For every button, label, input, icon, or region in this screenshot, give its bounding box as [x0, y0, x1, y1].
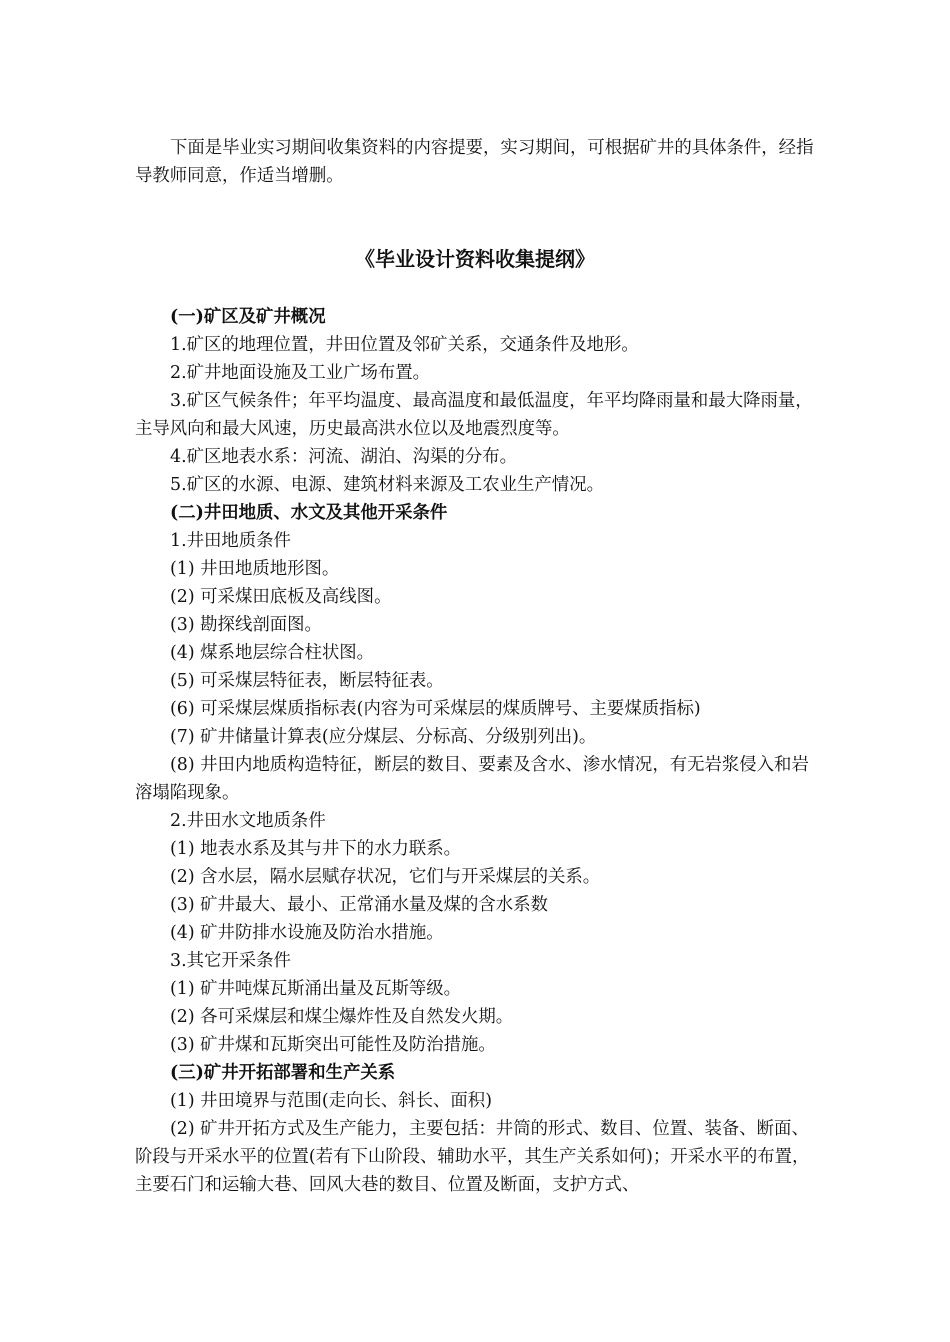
outline-item: (4) 煤系地层综合柱状图。	[170, 643, 375, 663]
outline-item: (8) 井田内地质构造特征，断层的数目、要素及含水、渗水情况，有无岩浆侵入和岩溶塌陷现象。	[135, 755, 809, 803]
outline-item: 4.矿区地表水系：河流、湖泊、沟渠的分布。	[170, 447, 518, 467]
outline-item: 1.矿区的地理位置，井田位置及邻矿关系，交通条件及地形。	[170, 335, 639, 355]
outline-item: 2.矿井地面设施及工业广场布置。	[170, 363, 431, 383]
outline-item: (3) 矿井最大、最小、正常涌水量及煤的含水系数	[170, 895, 548, 915]
section-heading: (三)矿井开拓部署和生产关系	[170, 1063, 396, 1083]
outline-item: (3) 矿井煤和瓦斯突出可能性及防治措施。	[170, 1035, 496, 1055]
section-heading: (二)井田地质、水文及其他开采条件	[170, 503, 448, 523]
outline-item: (7) 矿井储量计算表(应分煤层、分标高、分级别列出)。	[170, 727, 597, 747]
intro-paragraph: 下面是毕业实习期间收集资料的内容提要，实习期间，可根据矿井的具体条件，经指导教师同意，作适当增删。	[135, 138, 814, 186]
outline-item: (1) 矿井吨煤瓦斯涌出量及瓦斯等级。	[170, 979, 462, 999]
outline-item: (1) 井田境界与范围(走向长、斜长、面积)	[170, 1091, 492, 1111]
outline-item: 5.矿区的水源、电源、建筑材料来源及工农业生产情况。	[170, 475, 604, 495]
outline-item: (1) 地表水系及其与井下的水力联系。	[170, 839, 462, 859]
outline-item: (2) 可采煤田底板及高线图。	[170, 587, 392, 607]
outline-item: 2.井田水文地质条件	[170, 811, 326, 831]
outline-body	[135, 303, 820, 1199]
outline-item: 3.矿区气候条件；年平均温度、最高温度和最低温度，年平均降雨量和最大降雨量，主导风向和最大风速，历史最高洪水位以及地震烈度等。	[135, 391, 813, 439]
section-heading: (一)矿区及矿井概况	[170, 307, 326, 327]
outline-item: (1) 井田地质地形图。	[170, 559, 340, 579]
outline-item: 3.其它开采条件	[170, 951, 291, 971]
outline-item: (2) 各可采煤层和煤尘爆炸性及自然发火期。	[170, 1007, 514, 1027]
outline-item: (4) 矿井防排水设施及防治水措施。	[170, 923, 444, 943]
outline-item: (6) 可采煤层煤质指标表(内容为可采煤层的煤质牌号、主要煤质指标)	[170, 699, 701, 719]
outline-item: (2) 含水层，隔水层赋存状况，它们与开采煤层的关系。	[170, 867, 601, 887]
document-title: 《毕业设计资料收集提纲》	[355, 247, 595, 271]
outline-item: (2) 矿井开拓方式及生产能力，主要包括：井筒的形式、数目、位置、装备、断面、阶段与开采水平的位置(若有下山阶段、辅助水平，其生产关系如何)；开采水平的布置，主要石门和运输大巷、回风大巷的数目、位置及断面，支护方式、	[135, 1119, 810, 1195]
outline-item: 1.井田地质条件	[170, 531, 291, 551]
outline-item: (3) 勘探线剖面图。	[170, 615, 322, 635]
outline-item: (5) 可采煤层特征表，断层特征表。	[170, 671, 444, 691]
